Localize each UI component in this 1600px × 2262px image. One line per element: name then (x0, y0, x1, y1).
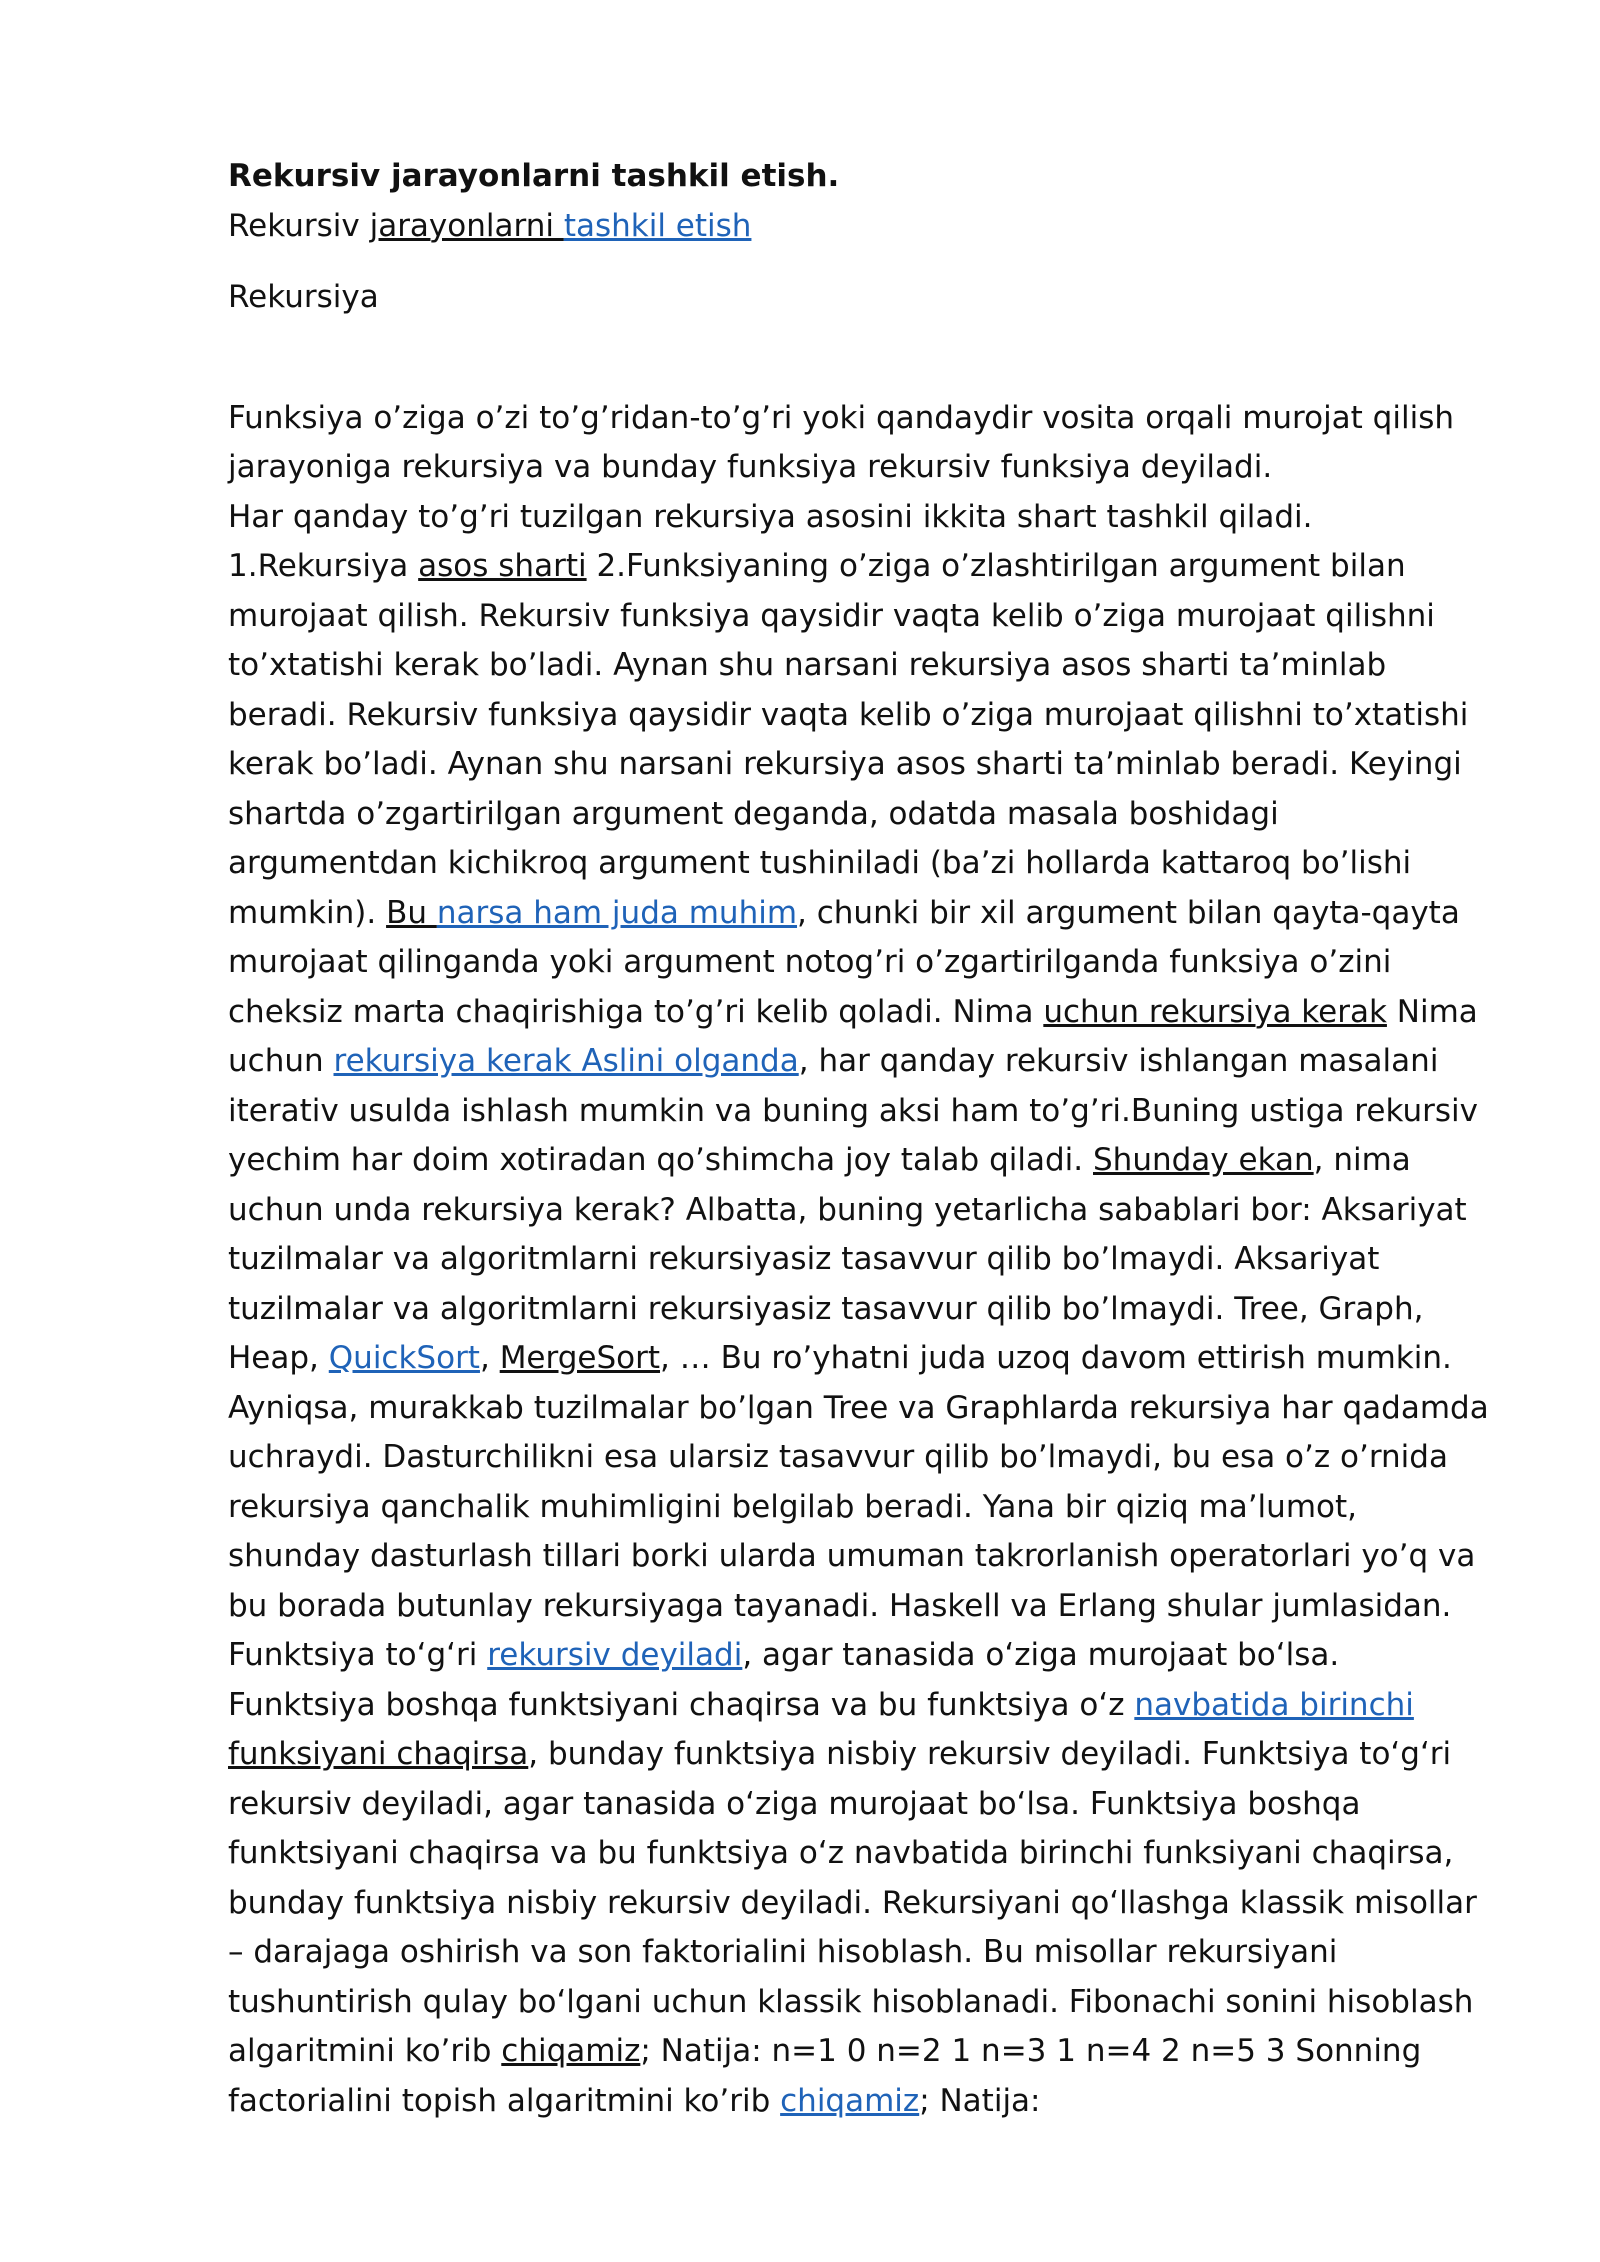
link-shunday-ekan[interactable]: Shunday ekan (1093, 1142, 1314, 1178)
text-segment: , … Bu ro’yhatni juda uzoq davom ettirish mumkin. Ayniqsa, murakkab tuzilmalar bo’lgan Tree va Graphlarda rekursiya har qadamda uchraydi. Dasturchilikni esa ularsiz tasavvur qilib bo’lmaydi, bu esa o’z o’rnida rekursiya qanchalik muhimligini belgilab beradi. Yana bir qiziq ma’lumot, shunday dasturlash tillari borki ularda umuman takrorlanish operatorlari yo’q va bu borada butunlay rekursiyaga tayanadi. Haskell va Erlang shular jumlasidan. Funktsiya toʻgʻri (228, 1340, 1489, 1673)
paragraph-main (228, 542, 1490, 2126)
text-segment: , nima uchun unda rekursiya kerak? Albatta, buning yetarlicha sabablari bor: Aksariyat tuzilmalar va algoritmlarni rekursiyasiz tasavvur qilib bo’lmaydi. Aksariyat tuzilmalar va algoritmlarni rekursiyasiz tasavvur qilib bo’lmaydi. Tree, Graph, Heap, (228, 1142, 1467, 1376)
link-rekursiv-deyiladi[interactable]: rekursiv deyiladi (487, 1637, 743, 1673)
paragraph-definition: Funksiya o’ziga o’zi to’g’ridan-to’g’ri yoki qandaydir vosita orqali murojat qilish jarayoniga rekursiya va bunday funksiya rekursiv funksiya deyiladi. (228, 399, 1454, 485)
link-narsa-ham-juda-muhim[interactable]: narsa ham juda muhim (436, 894, 798, 931)
text-segment: ; Natija: n=1 0 n=2 1 n=3 1 n=4 2 n=5 3 Sonning factorialini topish algaritmini ko’rib (228, 2033, 1422, 2119)
link-navbatida-birinchi[interactable]: navbatida birinchi (1134, 1686, 1414, 1723)
paragraph-conditions: Har qanday to’g’ri tuzilgan rekursiya asosini ikkita shart tashkil qiladi. (228, 498, 1313, 535)
link-funksiyani-chaqirsa[interactable]: funksiyani chaqirsa (228, 1736, 529, 1772)
text-segment: , (479, 1340, 500, 1376)
text-segment: , chunki bir xil argument bilan qayta-qayta murojaat qilinganda yoki argument notog’ri o’zgartirilganda funksiya o’zini cheksiz marta chaqirishiga to’g’ri kelib qoladi. Nima (228, 894, 1460, 1030)
text-segment: , agar tanasida oʻziga murojaat boʻlsa. Funktsiya boshqa funktsiyani chaqirsa va bu funktsiya oʻz (228, 1637, 1340, 1723)
body-text (228, 394, 1490, 2127)
text-segment: Nima uchun (228, 993, 1478, 1079)
link-chiqamiz-fibonacci[interactable]: chiqamiz (501, 2033, 641, 2069)
text-segment: , har qanday rekursiv ishlangan masalani iterativ usulda ishlash mumkin va buning aksi ham to’g’ri.Buning ustiga rekursiv yechim har doim xotiradan qo’shimcha joy talab qiladi. (228, 1043, 1478, 1178)
text-segment: , bunday funktsiya nisbiy rekursiv deyiladi. Funktsiya toʻgʻri rekursiv deyiladi, agar tanasida oʻziga murojaat boʻlsa. Funktsiya boshqa funktsiyani chaqirsa va bu funktsiya oʻz navbatida birinchi funksiyani chaqirsa, bunday funktsiya nisbiy rekursiv deyiladi. Rekursiyani qoʻllashga klassik misollar – darajaga oshirish va son faktorialini hisoblash. Bu misollar rekursiyani tushuntirish qulay boʻlgani uchun klassik hisoblanadi. Fibonachi sonini hisoblash algaritmini ko’rib (228, 1736, 1477, 2069)
link-mergesort[interactable]: MergeSort (499, 1340, 661, 1376)
link-uchun-rekursiya-kerak[interactable]: uchun rekursiya kerak (1043, 993, 1387, 1030)
text-segment: 2.Funksiyaning o’ziga o’zlashtirilgan argument bilan murojaat qilish. Rekursiv funksiya qaysidir vaqta kelib o’ziga murojaat qilishni to’xtatishi kerak bo’ladi. Aynan shu narsani rekursiya asos sharti ta’minlab beradi. Rekursiv funksiya qaysidir vaqta kelib o’ziga murojaat qilishni to’xtatishi kerak bo’ladi. Aynan shu narsani rekursiya asos sharti ta’minlab beradi. Keyingi shartda o’zgartirilgan argument deganda, odatda masala boshidagi argumentdan kichikroq argument tushiniladi (ba’zi hollarda kattaroq bo’lishi mumkin). (228, 548, 1469, 931)
text-segment: 1.Rekursiya (228, 548, 419, 584)
subtitle-link-tashkil-etish[interactable]: tashkil etish (563, 207, 752, 244)
subtitle-link-jarayonlarni[interactable]: jarayonlarni (369, 207, 564, 244)
link-rekursiya-kerak-aslini-olganda[interactable]: rekursiya kerak Aslini olganda (333, 1043, 799, 1079)
subtitle-plain: Rekursiv (228, 207, 370, 244)
link-chiqamiz-factorial[interactable]: chiqamiz (780, 2082, 920, 2119)
document-title: Rekursiv jarayonlarni tashkil etish. (228, 158, 840, 194)
section-heading: Rekursiya (228, 279, 379, 315)
link-asos-sharti[interactable]: asos sharti (418, 548, 587, 584)
document-subtitle (228, 202, 1490, 252)
link-quicksort[interactable]: QuickSort (328, 1340, 480, 1376)
document-page (228, 152, 1490, 2126)
link-bu[interactable]: Bu (386, 894, 437, 931)
text-segment: ; Natija: (919, 2082, 1041, 2119)
